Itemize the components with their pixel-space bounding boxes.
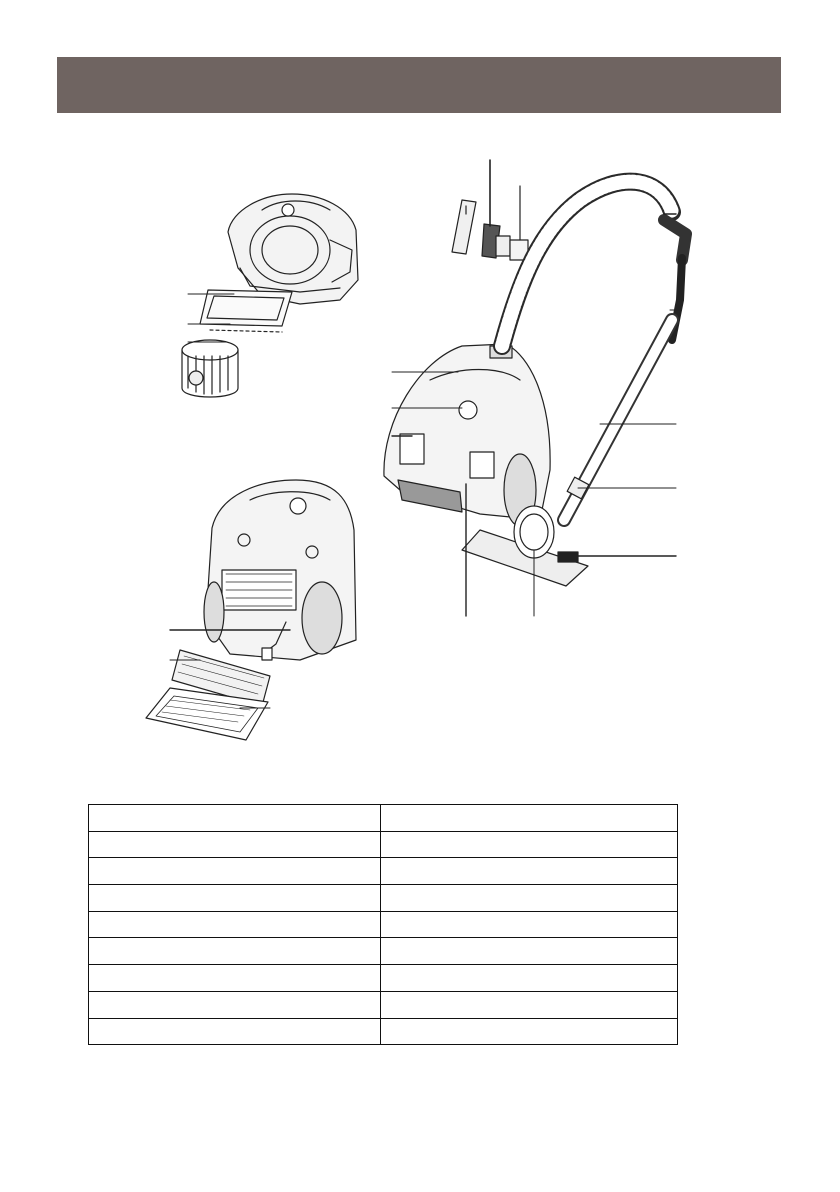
table-cell bbox=[381, 965, 678, 992]
header-band bbox=[57, 57, 781, 113]
table-cell bbox=[381, 805, 678, 832]
hepa-filter-illustration bbox=[200, 290, 292, 332]
dust-container-illustration bbox=[228, 194, 358, 304]
table-cell bbox=[381, 885, 678, 912]
table-cell bbox=[381, 938, 678, 965]
hose-illustration bbox=[502, 182, 686, 346]
table-row bbox=[89, 885, 678, 912]
parts-diagram bbox=[0, 120, 840, 800]
header-title bbox=[57, 57, 781, 113]
table-row bbox=[89, 938, 678, 965]
table-cell bbox=[381, 1018, 678, 1045]
vacuum-front-illustration bbox=[384, 344, 550, 526]
table-cell bbox=[89, 885, 381, 912]
table-row bbox=[89, 991, 678, 1018]
table-cell bbox=[381, 911, 678, 938]
table-row bbox=[89, 831, 678, 858]
telescopic-tube-illustration bbox=[564, 320, 672, 520]
table-row bbox=[89, 965, 678, 992]
table-cell bbox=[89, 991, 381, 1018]
table-cell bbox=[89, 1018, 381, 1045]
cylinder-filter-illustration bbox=[182, 340, 238, 397]
table-cell bbox=[89, 805, 381, 832]
table-cell bbox=[381, 831, 678, 858]
table-row bbox=[89, 1018, 678, 1045]
table-cell bbox=[381, 858, 678, 885]
table-row bbox=[89, 911, 678, 938]
table-cell bbox=[89, 938, 381, 965]
vacuum-rear-illustration bbox=[204, 480, 356, 660]
accessory-tools-illustration bbox=[452, 160, 528, 260]
parts-table bbox=[88, 804, 678, 1045]
table-cell bbox=[89, 831, 381, 858]
table-row bbox=[89, 858, 678, 885]
table-cell bbox=[89, 911, 381, 938]
table-row bbox=[89, 805, 678, 832]
table-cell bbox=[89, 965, 381, 992]
table-cell bbox=[381, 991, 678, 1018]
table-cell bbox=[89, 858, 381, 885]
